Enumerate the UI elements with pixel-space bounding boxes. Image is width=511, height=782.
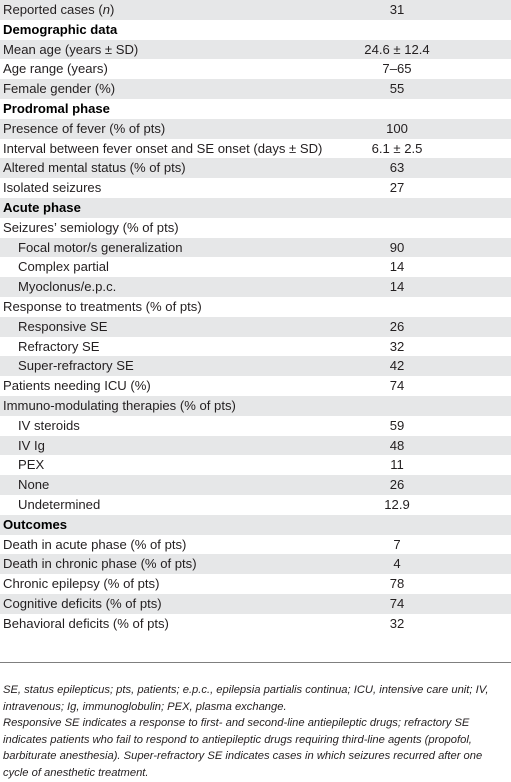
row-label: Altered mental status (% of pts) bbox=[3, 160, 186, 176]
row-value: 26 bbox=[389, 477, 405, 493]
table-row bbox=[0, 436, 511, 456]
table-row bbox=[0, 376, 511, 396]
row-value: 7–65 bbox=[382, 61, 412, 77]
row-value: 24.6 ± 12.4 bbox=[364, 41, 430, 57]
section-header-row bbox=[0, 20, 511, 40]
footnote-definitions: Responsive SE indicates a response to first- and second-line antiepileptic drugs; refractory SE indicates patients who fail to respond to antiepileptic drugs requiring third-line agents (propofol, barbiturate anesthesia). Super-refractory SE indicates cases in which seizures recurred after one cycle of anesthetic treatment. bbox=[3, 717, 483, 779]
table-row bbox=[0, 594, 511, 614]
row-label: Cognitive deficits (% of pts) bbox=[3, 595, 162, 611]
table-row bbox=[0, 554, 511, 574]
section-header-label: Acute phase bbox=[3, 199, 81, 215]
row-label: Myoclonus/e.p.c. bbox=[18, 279, 117, 295]
row-label: Responsive SE bbox=[18, 318, 108, 334]
row-value: 32 bbox=[389, 615, 405, 631]
row-value: 78 bbox=[389, 576, 405, 592]
table-row bbox=[0, 416, 511, 436]
row-label: Undetermined bbox=[18, 496, 101, 512]
table-row bbox=[0, 495, 511, 515]
table-row bbox=[0, 297, 511, 317]
table-row bbox=[0, 0, 511, 20]
section-header-row bbox=[0, 515, 511, 535]
row-value: 26 bbox=[389, 318, 405, 334]
row-value: 74 bbox=[389, 595, 405, 611]
footnote-abbreviations: SE, status epilepticus; pts, patients; e.p.c., epilepsia partialis continua; ICU, intensive care unit; IV, intravenous; Ig, immunoglobulin; PEX, plasma exchange. bbox=[3, 684, 489, 713]
table-footnotes bbox=[3, 682, 508, 782]
row-label: Mean age (years ± SD) bbox=[3, 41, 139, 57]
row-value: 63 bbox=[389, 160, 405, 176]
row-value: 74 bbox=[389, 378, 405, 394]
row-label: Interval between fever onset and SE onset (days ± SD) bbox=[3, 140, 323, 156]
row-value: 59 bbox=[389, 417, 405, 433]
table-row bbox=[0, 535, 511, 555]
table-row bbox=[0, 257, 511, 277]
table-row bbox=[0, 139, 511, 159]
table-row bbox=[0, 218, 511, 238]
row-label: None bbox=[18, 477, 50, 493]
row-value: 4 bbox=[393, 556, 401, 572]
row-value: 27 bbox=[389, 180, 405, 196]
row-label: IV Ig bbox=[18, 437, 45, 453]
row-label: Age range (years) bbox=[3, 61, 108, 77]
row-label: Isolated seizures bbox=[3, 180, 102, 196]
row-value: 31 bbox=[389, 2, 405, 17]
row-label: Seizures’ semiology (% of pts) bbox=[3, 219, 179, 235]
row-label: Death in chronic phase (% of pts) bbox=[3, 556, 197, 572]
row-value: 48 bbox=[389, 437, 405, 453]
table-row bbox=[0, 178, 511, 198]
section-header-row bbox=[0, 198, 511, 218]
table-row bbox=[0, 455, 511, 475]
section-header-row bbox=[0, 99, 511, 119]
table-row bbox=[0, 238, 511, 258]
row-value: 100 bbox=[386, 120, 408, 136]
table-row bbox=[0, 79, 511, 99]
row-label: Refractory SE bbox=[18, 338, 100, 354]
table-row bbox=[0, 277, 511, 297]
section-header-label: Demographic data bbox=[3, 21, 118, 37]
row-value: 14 bbox=[389, 259, 405, 275]
row-label: Reported cases (n) bbox=[3, 2, 115, 17]
row-label: Super-refractory SE bbox=[18, 358, 134, 374]
table-row bbox=[0, 574, 511, 594]
row-value: 12.9 bbox=[384, 496, 410, 512]
section-header-label: Outcomes bbox=[3, 516, 68, 532]
row-value: 11 bbox=[390, 457, 404, 473]
row-label: Behavioral deficits (% of pts) bbox=[3, 615, 169, 631]
table-row bbox=[0, 396, 511, 416]
row-label: Response to treatments (% of pts) bbox=[3, 298, 202, 314]
row-label: Death in acute phase (% of pts) bbox=[3, 536, 187, 552]
row-value: 55 bbox=[389, 81, 405, 97]
row-value: 7 bbox=[393, 536, 401, 552]
section-header-label: Prodromal phase bbox=[3, 100, 110, 116]
row-value: 90 bbox=[389, 239, 405, 255]
row-label: Immuno-modulating therapies (% of pts) bbox=[3, 397, 236, 413]
row-label: Chronic epilepsy (% of pts) bbox=[3, 576, 160, 592]
table-row bbox=[0, 158, 511, 178]
row-value: 6.1 ± 2.5 bbox=[371, 140, 423, 156]
row-value: 14 bbox=[389, 279, 405, 295]
table-row bbox=[0, 475, 511, 495]
table-row bbox=[0, 356, 511, 376]
table-bottom-rule bbox=[0, 662, 511, 663]
row-label: Focal motor/s generalization bbox=[18, 239, 183, 255]
row-value: 32 bbox=[389, 338, 405, 354]
table-row bbox=[0, 59, 511, 79]
table-row bbox=[0, 614, 511, 634]
table-row bbox=[0, 337, 511, 357]
row-label: Patients needing ICU (%) bbox=[3, 378, 151, 394]
row-label: Complex partial bbox=[18, 259, 109, 275]
table-row bbox=[0, 40, 511, 60]
row-label: Presence of fever (% of pts) bbox=[3, 120, 166, 136]
row-value: 42 bbox=[389, 358, 405, 374]
row-label: IV steroids bbox=[18, 417, 80, 433]
table-row bbox=[0, 317, 511, 337]
row-label: PEX bbox=[18, 457, 45, 473]
table-row bbox=[0, 119, 511, 139]
row-label: Female gender (%) bbox=[3, 81, 116, 97]
